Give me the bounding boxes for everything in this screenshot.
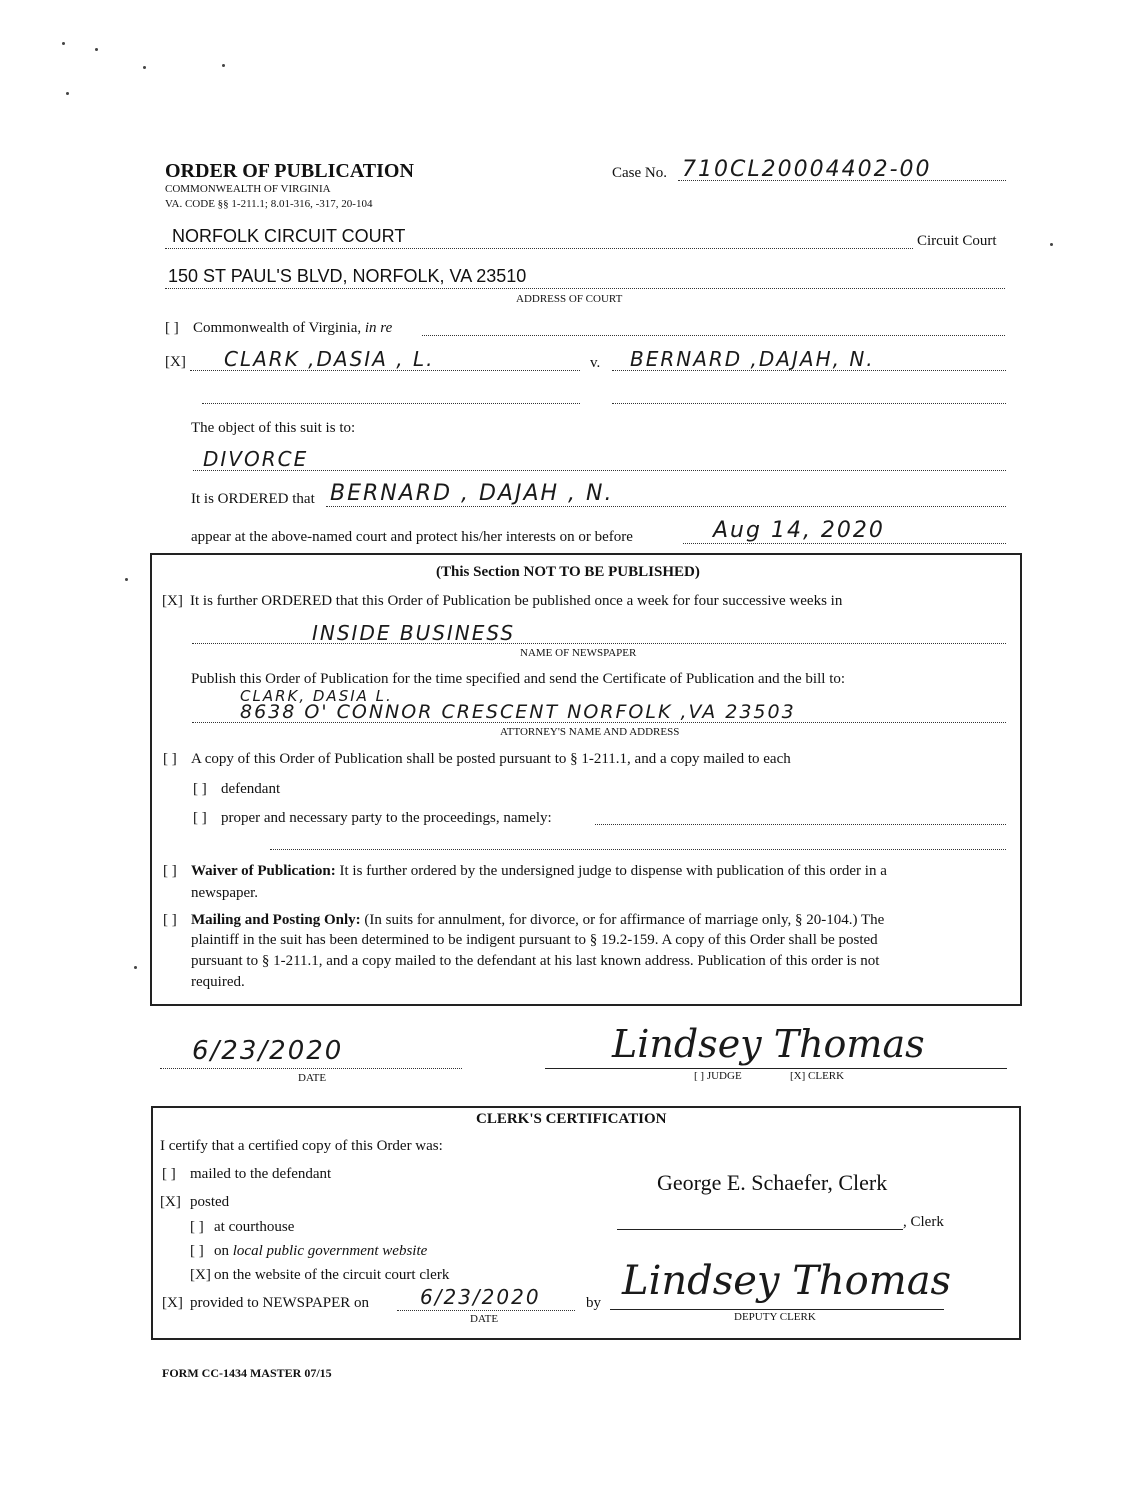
clerk-website-label: on the website of the circuit court clerk	[214, 1267, 450, 1283]
by-label: by	[586, 1295, 601, 1311]
clerk-checkbox[interactable]: [X] CLERK	[790, 1070, 845, 1082]
waiver-text-2: newspaper.	[191, 885, 259, 901]
deputy-clerk-caption: DEPUTY CLERK	[734, 1311, 816, 1323]
local-website-checkbox[interactable]: [ ]	[190, 1243, 204, 1259]
scan-speck	[62, 42, 65, 45]
court-name[interactable]: NORFOLK CIRCUIT COURT	[172, 226, 406, 246]
form-subtitle: COMMONWEALTH OF VIRGINIA	[165, 183, 331, 195]
publish-text: It is further ORDERED that this Order of Publication be published once a week for four successive weeks in	[190, 593, 843, 609]
waiver-checkbox[interactable]: [ ]	[163, 863, 177, 879]
party-label: proper and necessary party to the proceedings, namely:	[221, 810, 552, 826]
party-underline	[595, 824, 1006, 825]
defendant-underline	[612, 370, 1006, 371]
newspaper-cert-label: provided to NEWSPAPER on	[190, 1295, 370, 1311]
mailing-checkbox[interactable]: [ ]	[163, 912, 177, 928]
newspaper-cert-checkbox[interactable]: [X]	[162, 1295, 183, 1311]
courthouse-checkbox[interactable]: [ ]	[190, 1219, 204, 1235]
scan-speck	[95, 48, 98, 51]
attorney-address[interactable]: 8638 O' CONNOR CRESCENT NORFOLK ,VA 23503	[240, 701, 796, 723]
newspaper-caption: NAME OF NEWSPAPER	[520, 647, 637, 659]
commonwealth-checkbox[interactable]: [ ]	[165, 320, 179, 336]
order-date-underline	[160, 1068, 462, 1069]
not-published-heading: (This Section NOT TO BE PUBLISHED)	[436, 564, 700, 580]
case-number-label: Case No.	[612, 165, 667, 181]
local-website-label: on local public government website	[214, 1243, 428, 1259]
posted-text: A copy of this Order of Publication shall be posted pursuant to § 1-211.1, and a copy mailed to each	[191, 751, 791, 767]
plaintiff-extra-line	[202, 403, 580, 404]
mailing-text-4: required.	[191, 974, 245, 990]
posted-checkbox[interactable]: [ ]	[163, 751, 177, 767]
object-value[interactable]: DIVORCE	[203, 447, 309, 471]
commonwealth-label: Commonwealth of Virginia, in re	[193, 320, 393, 336]
form-code-reference: VA. CODE §§ 1-211.1; 8.01-316, -317, 20-104	[165, 198, 373, 210]
case-caption-checkbox[interactable]: [X]	[165, 354, 186, 370]
object-underline	[193, 470, 1006, 471]
ordered-label: It is ORDERED that	[191, 491, 315, 507]
deputy-clerk-signature: Lindsey Thomas	[622, 1258, 952, 1304]
newspaper-underline	[192, 643, 1006, 644]
ordered-underline	[326, 506, 1006, 507]
attorney-name[interactable]: CLARK, DASIA L.	[240, 687, 393, 705]
order-date[interactable]: 6/23/2020	[192, 1036, 344, 1066]
plaintiff-underline	[190, 370, 580, 371]
scan-speck	[143, 66, 146, 69]
judge-checkbox[interactable]: [ ] JUDGE	[694, 1070, 742, 1082]
order-date-caption: DATE	[298, 1072, 327, 1084]
newspaper-cert-date[interactable]: 6/23/2020	[420, 1285, 541, 1309]
object-label: The object of this suit is to:	[191, 420, 356, 436]
mailing-text-2: plaintiff in the suit has been determined to be indigent pursuant to § 19.2-159. A copy of this Order shall be posted	[191, 932, 878, 948]
scan-speck	[1050, 243, 1053, 246]
attorney-caption: ATTORNEY'S NAME AND ADDRESS	[500, 726, 680, 738]
courthouse-label: at courthouse	[214, 1219, 295, 1235]
posted-cert-label: posted	[190, 1194, 230, 1210]
clerk-signature: Lindsey Thomas	[612, 1022, 925, 1066]
clerk-name-line	[617, 1229, 903, 1230]
posted-cert-checkbox[interactable]: [X]	[160, 1194, 181, 1210]
appear-date-underline	[683, 543, 1006, 544]
newspaper-cert-date-underline	[397, 1310, 575, 1311]
circuit-court-suffix: Circuit Court	[917, 233, 997, 249]
certification-heading: CLERK'S CERTIFICATION	[476, 1111, 667, 1127]
scan-speck	[66, 92, 69, 95]
appear-date[interactable]: Aug 14, 2020	[713, 518, 885, 543]
court-address[interactable]: 150 ST PAUL'S BLVD, NORFOLK, VA 23510	[168, 266, 527, 286]
newspaper-name[interactable]: INSIDE BUSINESS	[312, 621, 516, 645]
signature-line	[545, 1068, 1007, 1069]
clerk-name: George E. Schaefer, Clerk	[657, 1170, 888, 1195]
form-title: ORDER OF PUBLICATION	[165, 160, 414, 182]
newspaper-cert-date-caption: DATE	[470, 1313, 499, 1325]
publish-checkbox[interactable]: [X]	[162, 593, 183, 609]
defendant-label: defendant	[221, 781, 281, 797]
mailed-checkbox[interactable]: [ ]	[162, 1166, 176, 1182]
scan-speck	[134, 966, 137, 969]
certification-intro: I certify that a certified copy of this Order was:	[160, 1138, 443, 1154]
scan-speck	[125, 578, 128, 581]
court-address-underline	[165, 288, 1005, 289]
mailing-text-3: pursuant to § 1-211.1, and a copy mailed to the defendant at his last known address. Publication of this order is not	[191, 953, 880, 969]
in-re-underline	[422, 335, 1005, 336]
versus-label: v.	[590, 355, 601, 371]
party-extra-line	[270, 849, 1006, 850]
mailed-label: mailed to the defendant	[190, 1166, 332, 1182]
ordered-party[interactable]: BERNARD , DAJAH , N.	[330, 481, 614, 506]
defendant-checkbox[interactable]: [ ]	[193, 781, 207, 797]
clerk-website-checkbox[interactable]: [X]	[190, 1267, 211, 1283]
clerk-name-suffix: , Clerk	[903, 1214, 944, 1230]
form-number: FORM CC-1434 MASTER 07/15	[162, 1366, 332, 1380]
waiver-text: Waiver of Publication: It is further ordered by the undersigned judge to dispense with publication of this order in a	[191, 863, 887, 879]
attorney-underline	[192, 722, 1006, 723]
court-name-underline	[165, 248, 913, 249]
scan-speck	[222, 64, 225, 67]
defendant-name[interactable]: BERNARD ,DAJAH, N.	[630, 347, 875, 371]
case-number-value[interactable]: 710CL20004402-00	[682, 157, 932, 182]
appear-text: appear at the above-named court and protect his/her interests on or before	[191, 529, 633, 545]
court-address-caption: ADDRESS OF COURT	[516, 293, 623, 305]
bill-text: Publish this Order of Publication for the time specified and send the Certificate of Publication and the bill to:	[191, 671, 846, 687]
party-checkbox[interactable]: [ ]	[193, 810, 207, 826]
mailing-text: Mailing and Posting Only: (In suits for annulment, for divorce, or for affirmance of marriage only, § 20-104.) The	[191, 912, 885, 928]
deputy-clerk-line	[610, 1309, 944, 1310]
plaintiff-name[interactable]: CLARK ,DASIA , L.	[224, 347, 435, 371]
defendant-extra-line	[612, 403, 1006, 404]
case-number-underline	[678, 180, 1006, 181]
